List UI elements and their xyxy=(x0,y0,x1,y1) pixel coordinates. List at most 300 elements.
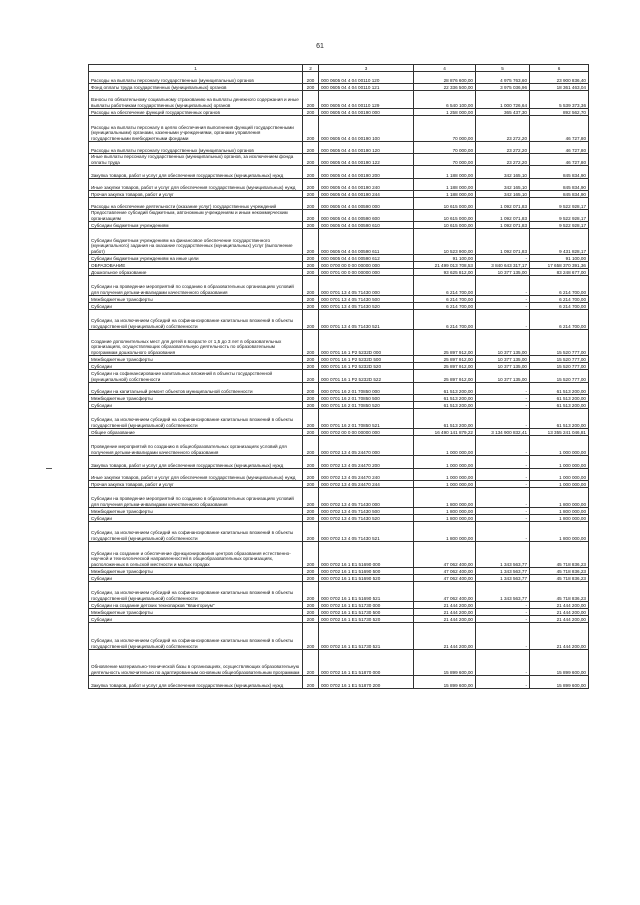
expense-name-cell: Расходы на выплаты персоналу государственных (муниципальных) органов xyxy=(89,72,303,84)
table-row xyxy=(89,542,589,568)
column-number-row xyxy=(89,65,589,72)
unexecuted-amount-cell: 15 899 600,00 xyxy=(530,676,589,689)
approved-amount-cell: 1 800 000,00 xyxy=(414,488,476,508)
expense-name-cell: Межбюджетные трансферты xyxy=(89,568,303,575)
table-row xyxy=(89,582,589,602)
expense-name-cell: Иные закупки товаров, работ и услуг для обеспечения государственных (муниципальных) нужд xyxy=(89,179,303,191)
expense-name-cell: Расходы на выплаты персоналу в целях обеспечения выполнения функций государственными (муниципальными) органами, казенными учреждениями, органами управления государственными внебюджетными фондами xyxy=(89,116,303,142)
classification-code-cell: 000 0702 16 1 E1 51690 520 xyxy=(319,575,414,582)
approved-amount-cell: 47 062 400,00 xyxy=(414,568,476,575)
line-code-cell: 200 xyxy=(303,370,319,383)
table-row xyxy=(89,616,589,623)
classification-code-cell: 000 0605 04 4 04 00590 612 xyxy=(319,255,414,262)
line-code-cell: 200 xyxy=(303,469,319,481)
classification-code-cell: 000 0701 00 0 00 00000 000 xyxy=(319,269,414,276)
approved-amount-cell: 1 258 000,00 xyxy=(414,109,476,116)
table-row xyxy=(89,303,589,310)
unexecuted-amount-cell: 1 800 000,00 xyxy=(530,522,589,542)
approved-amount-cell: 1 000 000,00 xyxy=(414,481,476,488)
approved-amount-cell: 10 615 000,00 xyxy=(414,198,476,210)
table-row xyxy=(89,650,589,676)
executed-amount-cell: - xyxy=(476,623,530,650)
line-code-cell: 200 xyxy=(303,262,319,269)
executed-amount-cell: 23 272,20 xyxy=(476,154,530,166)
expense-name-cell: Субсидии, за исключением субсидий на софинансирование капитальных вложений в объекты государственной (муниципальной) собственности xyxy=(89,582,303,602)
line-code-cell: 200 xyxy=(303,72,319,84)
approved-amount-cell: 1 000 000,00 xyxy=(414,456,476,469)
table-row xyxy=(89,356,589,363)
approved-amount-cell: 10 615 000,00 xyxy=(414,222,476,229)
approved-amount-cell: 28 876 600,00 xyxy=(414,72,476,84)
line-code-cell: 200 xyxy=(303,222,319,229)
line-code-cell: 200 xyxy=(303,229,319,255)
table-row xyxy=(89,395,589,402)
expense-name-cell: Субсидии на проведение мероприятий по созданию в образовательных организациях условий для получения детьми-инвалидами качественного образования xyxy=(89,276,303,296)
unexecuted-amount-cell: 46 727,80 xyxy=(530,142,589,154)
expense-name-cell: Обновление материально-технической базы в организациях, осуществляющих образовательную деятельность исключительно по адаптированным основным общеобразовательным программам xyxy=(89,650,303,676)
executed-amount-cell: 3 840 643 317,17 xyxy=(476,262,530,269)
executed-amount-cell: 1 092 071,83 xyxy=(476,222,530,229)
executed-amount-cell: 342 165,10 xyxy=(476,191,530,198)
classification-code-cell: 000 0702 00 0 00 00000 000 xyxy=(319,429,414,436)
executed-amount-cell: - xyxy=(476,303,530,310)
executed-amount-cell: - xyxy=(476,508,530,515)
approved-amount-cell: 25 897 912,00 xyxy=(414,363,476,370)
classification-code-cell: 000 0702 13 4 05 24470 240 xyxy=(319,469,414,481)
page-number: 61 xyxy=(316,43,324,50)
executed-amount-cell: 1 092 071,83 xyxy=(476,210,530,222)
expense-name-cell: Субсидии xyxy=(89,303,303,310)
line-code-cell: 200 xyxy=(303,296,319,303)
line-code-cell: 200 xyxy=(303,582,319,602)
classification-code-cell: 000 0605 04 4 04 00110 120 xyxy=(319,72,414,84)
expense-name-cell: Субсидии xyxy=(89,575,303,582)
unexecuted-amount-cell: 892 562,70 xyxy=(530,109,589,116)
approved-amount-cell: 1 188 000,00 xyxy=(414,179,476,191)
executed-amount-cell: 1 343 563,77 xyxy=(476,542,530,568)
expense-name-cell: Субсидии бюджетным учреждениям на иные цели xyxy=(89,255,303,262)
executed-amount-cell: - xyxy=(476,402,530,409)
expense-name-cell: Межбюджетные трансферты xyxy=(89,296,303,303)
table-row xyxy=(89,522,589,542)
unexecuted-amount-cell: 1 800 000,00 xyxy=(530,515,589,522)
expense-name-cell: Межбюджетные трансферты xyxy=(89,609,303,616)
line-code-cell: 200 xyxy=(303,356,319,363)
classification-code-cell: 000 0702 16 1 E1 51870 000 xyxy=(319,650,414,676)
approved-amount-cell: 22 336 500,00 xyxy=(414,84,476,91)
line-code-cell: 200 xyxy=(303,395,319,402)
approved-amount-cell: 16 490 141 879,22 xyxy=(414,429,476,436)
unexecuted-amount-cell: 23 900 836,40 xyxy=(530,72,589,84)
approved-amount-cell: 93 625 812,00 xyxy=(414,269,476,276)
executed-amount-cell: 1 343 563,77 xyxy=(476,582,530,602)
unexecuted-amount-cell: 46 727,80 xyxy=(530,154,589,166)
expense-name-cell: Дошкольное образование xyxy=(89,269,303,276)
line-code-cell: 200 xyxy=(303,456,319,469)
approved-amount-cell: 21 444 200,00 xyxy=(414,623,476,650)
expense-name-cell: Субсидии на создание и обеспечение функционирования центров образования естественно-научной и технологической направленностей в общеобразовательных организациях, расположенных в сельской местности и малых городах xyxy=(89,542,303,568)
table-row xyxy=(89,310,589,330)
classification-code-cell: 000 0702 16 1 E1 51690 521 xyxy=(319,582,414,602)
classification-code-cell: 000 0702 13 4 05 71430 521 xyxy=(319,522,414,542)
executed-amount-cell: - xyxy=(476,522,530,542)
classification-code-cell: 000 0701 16 1 P2 5232D 520 xyxy=(319,363,414,370)
table-row xyxy=(89,481,589,488)
unexecuted-amount-cell: 1 000 000,00 xyxy=(530,469,589,481)
classification-code-cell: 000 0702 13 4 05 24470 200 xyxy=(319,456,414,469)
executed-amount-cell: - xyxy=(476,469,530,481)
approved-amount-cell: 1 800 000,00 xyxy=(414,515,476,522)
unexecuted-amount-cell: 61 513 200,00 xyxy=(530,383,589,395)
expense-name-cell: Субсидии на создание детских технопарков "Кванториум" xyxy=(89,602,303,609)
classification-code-cell: 000 0605 04 4 04 00190 120 xyxy=(319,142,414,154)
unexecuted-amount-cell: 21 444 200,00 xyxy=(530,609,589,616)
approved-amount-cell: 91 100,00 xyxy=(414,255,476,262)
executed-amount-cell: - xyxy=(476,602,530,609)
table-row xyxy=(89,515,589,522)
unexecuted-amount-cell: 1 000 000,00 xyxy=(530,436,589,456)
approved-amount-cell: 1 188 000,00 xyxy=(414,191,476,198)
line-code-cell: 200 xyxy=(303,650,319,676)
unexecuted-amount-cell: 9 522 928,17 xyxy=(530,222,589,229)
line-code-cell: 200 xyxy=(303,436,319,456)
unexecuted-amount-cell: 15 520 777,00 xyxy=(530,370,589,383)
expense-name-cell: Субсидии, за исключением субсидий на софинансирование капитальных вложений в объекты государственной (муниципальной) собственности xyxy=(89,623,303,650)
column-number-2: 2 xyxy=(303,65,319,72)
line-code-cell: 200 xyxy=(303,179,319,191)
approved-amount-cell: 21 499 013 708,53 xyxy=(414,262,476,269)
executed-amount-cell: 10 377 135,00 xyxy=(476,330,530,356)
executed-amount-cell: - xyxy=(476,650,530,676)
expense-name-cell: Субсидии на софинансирование капитальных вложений в объекты государственной (муниципальной) собственности xyxy=(89,370,303,383)
approved-amount-cell: 1 800 000,00 xyxy=(414,508,476,515)
unexecuted-amount-cell: 91 100,00 xyxy=(530,255,589,262)
line-code-cell: 200 xyxy=(303,109,319,116)
table-row xyxy=(89,363,589,370)
classification-code-cell: 000 0702 16 1 E1 51870 200 xyxy=(319,676,414,689)
approved-amount-cell: 10 523 900,00 xyxy=(414,229,476,255)
classification-code-cell: 000 0605 04 4 04 00190 240 xyxy=(319,179,414,191)
unexecuted-amount-cell: 9 431 828,17 xyxy=(530,229,589,255)
table-row xyxy=(89,269,589,276)
line-code-cell: 200 xyxy=(303,568,319,575)
classification-code-cell: 000 0701 16 1 P2 5232D 522 xyxy=(319,370,414,383)
executed-amount-cell: 10 377 135,00 xyxy=(476,363,530,370)
unexecuted-amount-cell: 18 361 463,04 xyxy=(530,84,589,91)
classification-code-cell: 000 0605 04 4 04 00190 100 xyxy=(319,116,414,142)
unexecuted-amount-cell: 15 520 777,00 xyxy=(530,363,589,370)
approved-amount-cell: 25 897 912,00 xyxy=(414,356,476,363)
table-row xyxy=(89,330,589,356)
classification-code-cell: 000 0701 16 1 P2 5232D 500 xyxy=(319,356,414,363)
approved-amount-cell: 10 615 000,00 xyxy=(414,210,476,222)
unexecuted-amount-cell: 6 214 700,00 xyxy=(530,296,589,303)
approved-amount-cell: 25 897 912,00 xyxy=(414,370,476,383)
classification-code-cell: 000 0605 04 4 04 00190 000 xyxy=(319,109,414,116)
table-row xyxy=(89,429,589,436)
expense-name-cell: Субсидии бюджетным учреждениям на финансовое обеспечение государственного (муниципального) задания на оказание государственных (муниципальных) услуг (выполнение работ) xyxy=(89,229,303,255)
classification-code-cell: 000 0701 16 2 01 70850 500 xyxy=(319,395,414,402)
unexecuted-amount-cell: 9 522 928,17 xyxy=(530,198,589,210)
unexecuted-amount-cell: 5 539 373,36 xyxy=(530,91,589,109)
expense-name-cell: Закупка товаров, работ и услуг для обеспечения государственных (муниципальных) нужд xyxy=(89,166,303,179)
unexecuted-amount-cell: 1 800 000,00 xyxy=(530,488,589,508)
classification-code-cell: 000 0605 04 4 04 00590 610 xyxy=(319,222,414,229)
classification-code-cell: 000 0702 13 4 05 71430 520 xyxy=(319,515,414,522)
approved-amount-cell: 6 214 700,00 xyxy=(414,310,476,330)
line-code-cell: 200 xyxy=(303,508,319,515)
expense-name-cell: Субсидии xyxy=(89,363,303,370)
expense-name-cell: Закупка товаров, работ и услуг для обеспечения государственных (муниципальных) нужд xyxy=(89,456,303,469)
unexecuted-amount-cell: 845 834,90 xyxy=(530,179,589,191)
executed-amount-cell: 10 377 135,00 xyxy=(476,370,530,383)
executed-amount-cell: - xyxy=(476,395,530,402)
line-code-cell: 200 xyxy=(303,276,319,296)
table-row xyxy=(89,469,589,481)
classification-code-cell: 000 0702 16 1 E1 51690 500 xyxy=(319,568,414,575)
unexecuted-amount-cell: 15 899 600,00 xyxy=(530,650,589,676)
table-row xyxy=(89,383,589,395)
line-code-cell: 200 xyxy=(303,91,319,109)
executed-amount-cell: - xyxy=(476,481,530,488)
table-row xyxy=(89,296,589,303)
classification-code-cell: 000 0701 13 4 05 71430 500 xyxy=(319,296,414,303)
approved-amount-cell: 15 899 600,00 xyxy=(414,650,476,676)
classification-code-cell: 000 0605 04 4 04 00590 611 xyxy=(319,229,414,255)
table-row xyxy=(89,370,589,383)
line-code-cell: 200 xyxy=(303,409,319,429)
approved-amount-cell: 1 000 000,00 xyxy=(414,469,476,481)
executed-amount-cell: 4 975 763,60 xyxy=(476,72,530,84)
executed-amount-cell: 365 437,30 xyxy=(476,109,530,116)
table-row xyxy=(89,402,589,409)
classification-code-cell: 000 0701 13 4 05 71430 000 xyxy=(319,276,414,296)
classification-code-cell: 000 0702 13 4 05 71430 500 xyxy=(319,508,414,515)
executed-amount-cell: - xyxy=(476,255,530,262)
approved-amount-cell: 1 800 000,00 xyxy=(414,522,476,542)
line-code-cell: 200 xyxy=(303,481,319,488)
unexecuted-amount-cell: 21 444 200,00 xyxy=(530,623,589,650)
margin-mark xyxy=(46,468,52,469)
expense-name-cell: Межбюджетные трансферты xyxy=(89,395,303,402)
unexecuted-amount-cell: 1 800 000,00 xyxy=(530,508,589,515)
line-code-cell: 200 xyxy=(303,154,319,166)
approved-amount-cell: 21 444 200,00 xyxy=(414,609,476,616)
approved-amount-cell: 47 062 400,00 xyxy=(414,582,476,602)
unexecuted-amount-cell: 845 834,90 xyxy=(530,191,589,198)
executed-amount-cell: - xyxy=(476,616,530,623)
classification-code-cell: 000 0701 16 2 01 70850 521 xyxy=(319,409,414,429)
line-code-cell: 200 xyxy=(303,575,319,582)
approved-amount-cell: 1 188 000,00 xyxy=(414,166,476,179)
approved-amount-cell: 70 000,00 xyxy=(414,116,476,142)
table-body xyxy=(89,72,589,689)
unexecuted-amount-cell: 15 520 777,00 xyxy=(530,356,589,363)
executed-amount-cell: 10 377 135,00 xyxy=(476,269,530,276)
approved-amount-cell: 61 513 200,00 xyxy=(414,383,476,395)
table-row xyxy=(89,488,589,508)
table-row xyxy=(89,623,589,650)
unexecuted-amount-cell: 21 444 200,00 xyxy=(530,602,589,609)
line-code-cell: 200 xyxy=(303,310,319,330)
table-row xyxy=(89,602,589,609)
line-code-cell: 200 xyxy=(303,191,319,198)
line-code-cell: 200 xyxy=(303,210,319,222)
classification-code-cell: 000 0702 13 4 05 24470 244 xyxy=(319,481,414,488)
executed-amount-cell: - xyxy=(476,515,530,522)
unexecuted-amount-cell: 15 520 777,00 xyxy=(530,330,589,356)
line-code-cell: 200 xyxy=(303,142,319,154)
approved-amount-cell: 25 897 912,00 xyxy=(414,330,476,356)
line-code-cell: 200 xyxy=(303,116,319,142)
table-row xyxy=(89,276,589,296)
expense-name-cell: Общее образование xyxy=(89,429,303,436)
executed-amount-cell: - xyxy=(476,488,530,508)
table-row xyxy=(89,154,589,166)
table-row xyxy=(89,72,589,84)
expense-name-cell: Иные выплаты персоналу государственных (муниципальных) органов, за исключением фонда оплаты труда xyxy=(89,154,303,166)
classification-code-cell: 000 0700 00 0 00 00000 000 xyxy=(319,262,414,269)
line-code-cell: 200 xyxy=(303,429,319,436)
executed-amount-cell: - xyxy=(476,383,530,395)
executed-amount-cell: 1 343 563,77 xyxy=(476,575,530,582)
approved-amount-cell: 21 444 200,00 xyxy=(414,602,476,609)
line-code-cell: 200 xyxy=(303,303,319,310)
executed-amount-cell: 3 134 900 832,41 xyxy=(476,429,530,436)
unexecuted-amount-cell: 6 214 700,00 xyxy=(530,310,589,330)
column-number-1: 1 xyxy=(89,65,303,72)
expense-name-cell: Фонд оплаты труда государственных (муниципальных) органов xyxy=(89,84,303,91)
classification-code-cell: 000 0605 04 4 04 00110 129 xyxy=(319,91,414,109)
classification-code-cell: 000 0702 16 1 E1 51730 521 xyxy=(319,623,414,650)
executed-amount-cell: 1 000 726,64 xyxy=(476,91,530,109)
expense-name-cell: Закупка товаров, работ и услуг для обеспечения государственных (муниципальных) нужд xyxy=(89,676,303,689)
unexecuted-amount-cell: 61 513 200,00 xyxy=(530,402,589,409)
executed-amount-cell: 342 165,10 xyxy=(476,179,530,191)
table-row xyxy=(89,116,589,142)
approved-amount-cell: 61 513 200,00 xyxy=(414,409,476,429)
table-row xyxy=(89,409,589,429)
line-code-cell: 200 xyxy=(303,616,319,623)
executed-amount-cell: 342 165,10 xyxy=(476,166,530,179)
classification-code-cell: 000 0702 16 1 E1 51730 500 xyxy=(319,609,414,616)
classification-code-cell: 000 0702 16 1 E1 51730 520 xyxy=(319,616,414,623)
unexecuted-amount-cell: 21 444 200,00 xyxy=(530,616,589,623)
expense-name-cell: Создание дополнительных мест для детей в возрасте от 1,5 до 3 лет в образовательных организациях, осуществляющих образовательную деятельность по образовательным программам дошкольного образования xyxy=(89,330,303,356)
line-code-cell: 200 xyxy=(303,609,319,616)
expense-name-cell: Субсидии xyxy=(89,515,303,522)
expense-name-cell: ОБРАЗОВАНИЕ xyxy=(89,262,303,269)
expense-name-cell: Субсидии бюджетным учреждениям xyxy=(89,222,303,229)
expense-name-cell: Предоставление субсидий бюджетным, автономным учреждениям и иным некоммерческим организациям xyxy=(89,210,303,222)
expense-name-cell: Субсидии на проведение мероприятий по созданию в образовательных организациях условий для получения детьми-инвалидами качественного образования xyxy=(89,488,303,508)
approved-amount-cell: 21 444 200,00 xyxy=(414,616,476,623)
table-row xyxy=(89,84,589,91)
executed-amount-cell: - xyxy=(476,409,530,429)
line-code-cell: 200 xyxy=(303,602,319,609)
approved-amount-cell: 70 000,00 xyxy=(414,154,476,166)
approved-amount-cell: 6 540 100,00 xyxy=(414,91,476,109)
classification-code-cell: 000 0702 16 1 E1 51690 000 xyxy=(319,542,414,568)
executed-amount-cell: 1 092 071,83 xyxy=(476,198,530,210)
expense-name-cell: Расходы на обеспечение деятельности (оказание услуг) государственных учреждений xyxy=(89,198,303,210)
expense-name-cell: Прочая закупка товаров, работ и услуг xyxy=(89,481,303,488)
expense-name-cell: Субсидии, за исключением субсидий на софинансирование капитальных вложений в объекты государственной (муниципальной) собственности xyxy=(89,409,303,429)
column-number-5: 5 xyxy=(476,65,530,72)
unexecuted-amount-cell: 1 000 000,00 xyxy=(530,481,589,488)
line-code-cell: 200 xyxy=(303,488,319,508)
expense-name-cell: Проведение мероприятий по созданию в общеобразовательных организациях условий для получения детьми-инвалидами качественного образования xyxy=(89,436,303,456)
table-row xyxy=(89,91,589,109)
table-row xyxy=(89,191,589,198)
classification-code-cell: 000 0605 04 4 04 00110 121 xyxy=(319,84,414,91)
line-code-cell: 200 xyxy=(303,542,319,568)
classification-code-cell: 000 0701 13 4 05 71430 520 xyxy=(319,303,414,310)
executed-amount-cell: 1 343 563,77 xyxy=(476,568,530,575)
classification-code-cell: 000 0701 16 2 01 70850 000 xyxy=(319,383,414,395)
unexecuted-amount-cell: 9 522 928,17 xyxy=(530,210,589,222)
budget-execution-table xyxy=(88,64,589,689)
expense-name-cell: Расходы на выплаты персоналу государственных (муниципальных) органов xyxy=(89,142,303,154)
unexecuted-amount-cell: 61 513 200,00 xyxy=(530,409,589,429)
line-code-cell: 200 xyxy=(303,330,319,356)
unexecuted-amount-cell: 1 000 000,00 xyxy=(530,456,589,469)
executed-amount-cell: 23 272,20 xyxy=(476,116,530,142)
executed-amount-cell: 23 272,20 xyxy=(476,142,530,154)
classification-code-cell: 000 0701 16 1 P2 5232D 000 xyxy=(319,330,414,356)
table-row xyxy=(89,255,589,262)
unexecuted-amount-cell: 45 718 836,23 xyxy=(530,582,589,602)
approved-amount-cell: 6 214 700,00 xyxy=(414,296,476,303)
line-code-cell: 200 xyxy=(303,255,319,262)
line-code-cell: 200 xyxy=(303,166,319,179)
table-row xyxy=(89,109,589,116)
executed-amount-cell: - xyxy=(476,296,530,303)
classification-code-cell: 000 0605 04 4 04 00190 122 xyxy=(319,154,414,166)
table-row xyxy=(89,210,589,222)
line-code-cell: 200 xyxy=(303,676,319,689)
line-code-cell: 200 xyxy=(303,402,319,409)
line-code-cell: 200 xyxy=(303,383,319,395)
classification-code-cell: 000 0701 13 4 05 71430 521 xyxy=(319,310,414,330)
table-row xyxy=(89,575,589,582)
expense-name-cell: Расходы на обеспечение функций государственных органов xyxy=(89,109,303,116)
executed-amount-cell: 3 975 036,96 xyxy=(476,84,530,91)
line-code-cell: 200 xyxy=(303,363,319,370)
classification-code-cell: 000 0605 04 4 04 00590 000 xyxy=(319,198,414,210)
line-code-cell: 200 xyxy=(303,198,319,210)
table-row xyxy=(89,142,589,154)
executed-amount-cell: 10 377 135,00 xyxy=(476,356,530,363)
expense-name-cell: Взносы по обязательному социальному страхованию на выплаты денежного содержания и иные выплаты работникам государственных (муниципальных) органов xyxy=(89,91,303,109)
executed-amount-cell: 1 092 071,83 xyxy=(476,229,530,255)
unexecuted-amount-cell: 45 718 836,23 xyxy=(530,542,589,568)
table-row xyxy=(89,436,589,456)
unexecuted-amount-cell: 845 834,90 xyxy=(530,166,589,179)
approved-amount-cell: 6 214 700,00 xyxy=(414,276,476,296)
unexecuted-amount-cell: 6 214 700,00 xyxy=(530,303,589,310)
unexecuted-amount-cell: 45 718 836,23 xyxy=(530,575,589,582)
table-row xyxy=(89,568,589,575)
table-row xyxy=(89,262,589,269)
expense-name-cell: Субсидии xyxy=(89,402,303,409)
expense-name-cell: Межбюджетные трансферты xyxy=(89,508,303,515)
expense-name-cell: Субсидии xyxy=(89,616,303,623)
table-row xyxy=(89,198,589,210)
unexecuted-amount-cell: 13 355 241 046,81 xyxy=(530,429,589,436)
approved-amount-cell: 61 513 200,00 xyxy=(414,395,476,402)
unexecuted-amount-cell: 46 727,80 xyxy=(530,116,589,142)
